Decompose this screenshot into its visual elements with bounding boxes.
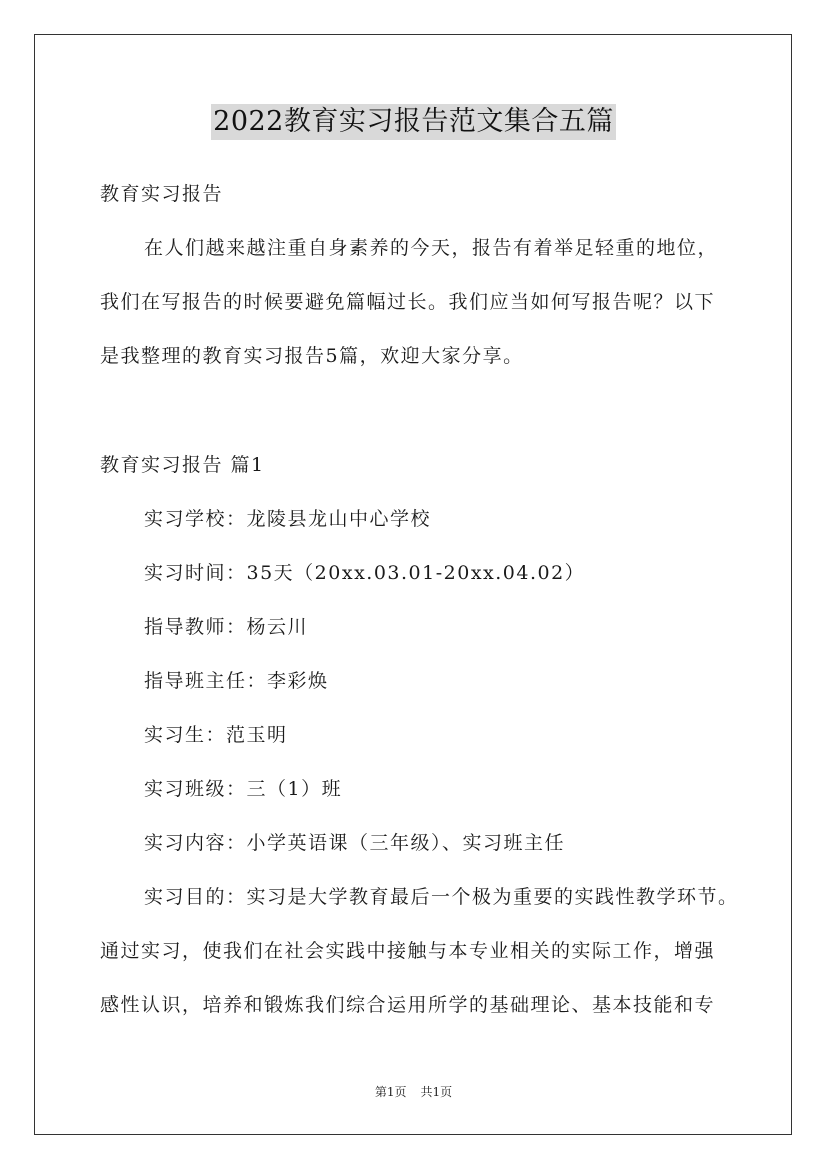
field-teacher: 指导教师：杨云川 [144,616,309,638]
field-school: 实习学校：龙陵县龙山中心学校 [144,508,432,530]
intro-line-1: 在人们越来越注重自身素养的今天，报告有着举足轻重的地位， [144,237,719,259]
field-class-teacher: 指导班主任：李彩焕 [144,670,329,692]
page-footer [0,1084,827,1100]
page-total: 共1页 [420,1085,453,1099]
heading: 教育实习报告 [100,183,224,205]
intro-line-2: 我们在写报告的时候要避免篇幅过长。我们应当如何写报告呢？以下 [100,291,716,313]
field-student: 实习生：范玉明 [144,724,288,746]
field-content: 实习内容：小学英语课（三年级）、实习班主任 [144,832,566,854]
purpose-line-2: 通过实习，使我们在社会实践中接触与本专业相关的实际工作，增强 [100,940,716,962]
field-time: 实习时间：35天（20xx.03.01-20xx.04.02） [144,562,586,584]
section-heading: 教育实习报告 篇1 [100,454,265,476]
purpose-line-1: 实习目的：实习是大学教育最后一个极为重要的实践性教学环节。 [144,886,739,908]
intro-line-3: 是我整理的教育实习报告5篇，欢迎大家分享。 [100,345,524,367]
title-container [0,104,827,140]
field-class: 实习班级：三（1）班 [144,778,343,800]
page-number: 第1页 [374,1085,407,1099]
document-title: 2022教育实习报告范文集合五篇 [211,104,616,140]
purpose-line-3: 感性认识，培养和锻炼我们综合运用所学的基础理论、基本技能和专 [100,994,716,1016]
